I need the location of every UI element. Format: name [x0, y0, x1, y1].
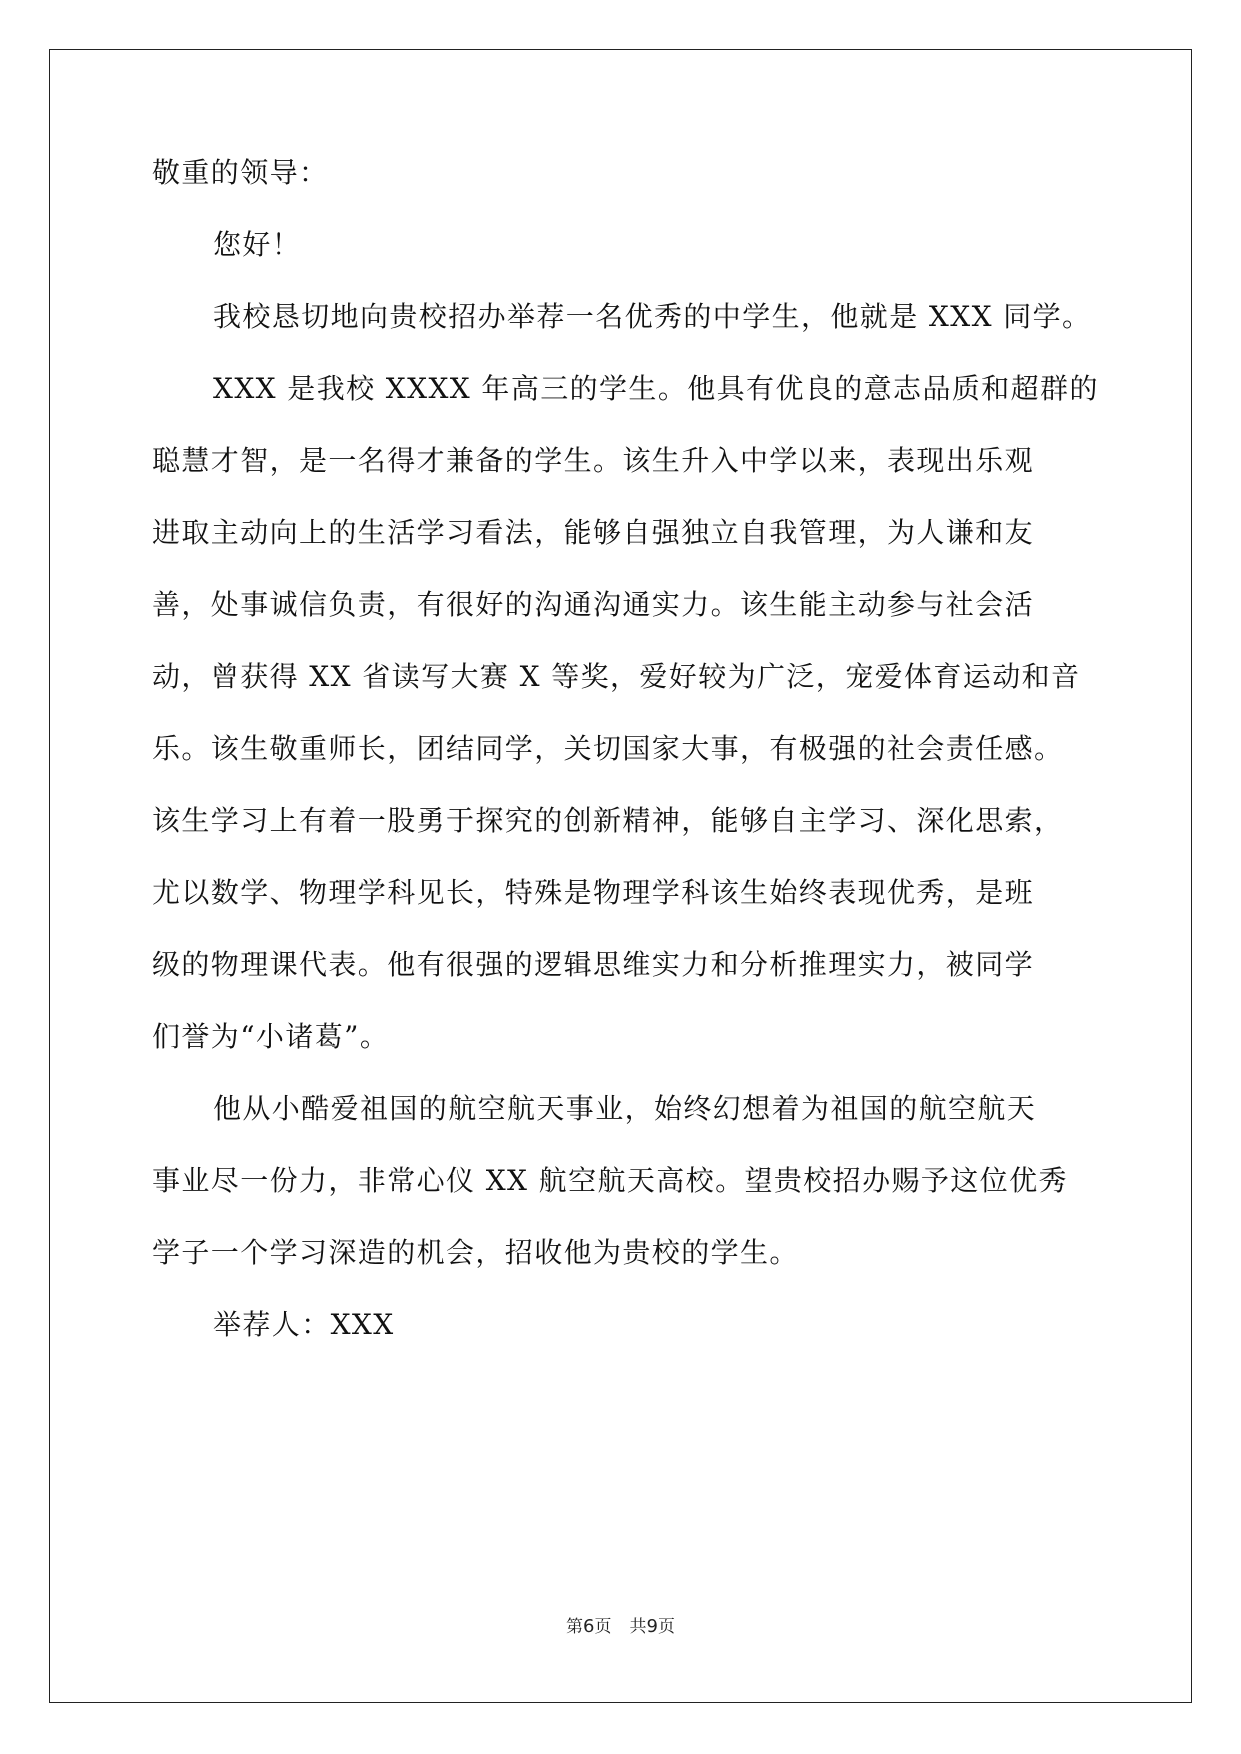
paragraph-2-line-1: XXX 是我校 XXXX 年高三的学生。他具有优良的意志品质和超群的	[213, 372, 1099, 405]
footer-current-page: 6	[583, 1616, 595, 1637]
footer-total-prefix: 共	[629, 1617, 647, 1637]
footer-page-mid: 页	[594, 1617, 612, 1637]
footer-total-pages: 9	[646, 1616, 658, 1637]
paragraph-2-line-10: 们誉为“小诸葛”。	[152, 1020, 390, 1053]
footer-page-suffix: 页	[657, 1617, 675, 1637]
paragraph-1-line-1: 我校恳切地向贵校招办举荐一名优秀的中学生，他就是 XXX 同学。	[213, 300, 1092, 333]
paragraph-3-line-3: 学子一个学习深造的机会，招收他为贵校的学生。	[152, 1236, 799, 1269]
paragraph-2-line-9: 级的物理课代表。他有很强的逻辑思维实力和分析推理实力，被同学	[152, 948, 1035, 981]
paragraph-2-line-8: 尤以数学、物理学科见长，特殊是物理学科该生始终表现优秀，是班	[152, 876, 1035, 909]
page-footer	[0, 1616, 1241, 1638]
greeting: 您好！	[213, 228, 302, 261]
paragraph-2-line-7: 该生学习上有着一股勇于探究的创新精神，能够自主学习、深化思索，	[152, 804, 1064, 837]
footer-page-prefix: 第	[566, 1617, 584, 1637]
salutation: 敬重的领导：	[152, 156, 329, 189]
paragraph-2-line-4: 善，处事诚信负责，有很好的沟通沟通实力。该生能主动参与社会活	[152, 588, 1035, 621]
paragraph-3-line-1: 他从小酷爱祖国的航空航天事业，始终幻想着为祖国的航空航天	[213, 1092, 1037, 1125]
paragraph-3-line-2: 事业尽一份力，非常心仪 XX 航空航天高校。望贵校招办赐予这位优秀	[152, 1164, 1068, 1197]
paragraph-2-line-5: 动，曾获得 XX 省读写大赛 X 等奖，爱好较为广泛，宠爱体育运动和音	[152, 660, 1081, 693]
signature: 举荐人：XXX	[213, 1308, 395, 1341]
paragraph-2-line-3: 进取主动向上的生活学习看法，能够自强独立自我管理，为人谦和友	[152, 516, 1035, 549]
paragraph-2-line-6: 乐。该生敬重师长，团结同学，关切国家大事，有极强的社会责任感。	[152, 732, 1064, 765]
paragraph-2-line-2: 聪慧才智，是一名得才兼备的学生。该生升入中学以来，表现出乐观	[152, 444, 1035, 477]
